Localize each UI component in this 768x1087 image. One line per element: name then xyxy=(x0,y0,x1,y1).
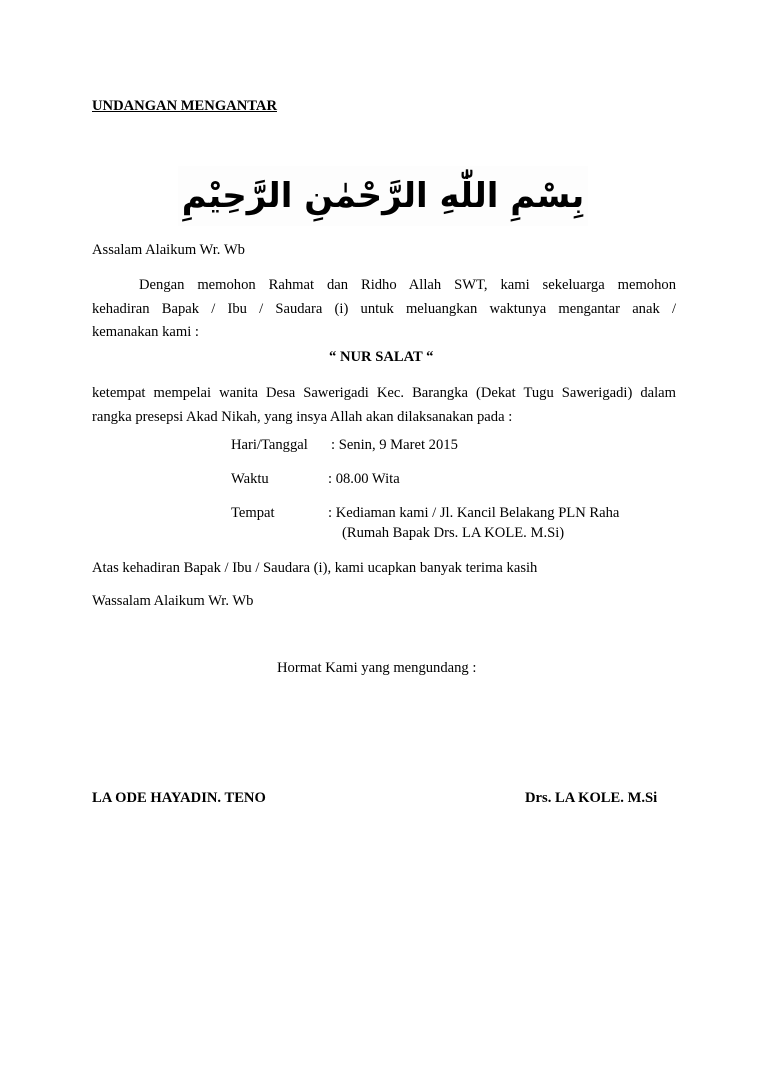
signoff: Hormat Kami yang mengundang : xyxy=(277,660,477,676)
date-label: Hari/Tanggal xyxy=(231,437,308,453)
place-value-detail: (Rumah Bapak Drs. LA KOLE. M.Si) xyxy=(342,525,565,541)
paragraph1-line1: Dengan memohon Rahmat dan Ridho Allah SWT, kami sekeluarga memohon xyxy=(139,277,676,293)
paragraph1-line2: kehadiran Bapak / Ibu / Saudara (i) untuk meluangkan waktunya mengantar anak / xyxy=(92,301,676,317)
paragraph2-line1: ketempat mempelai wanita Desa Sawerigadi Kec. Barangka (Dekat Tugu Sawerigadi) dalam xyxy=(92,385,676,401)
time-value: : 08.00 Wita xyxy=(328,471,400,487)
signatory-right: Drs. LA KOLE. M.Si xyxy=(525,790,658,806)
document-title: UNDANGAN MENGANTAR xyxy=(92,98,277,114)
date-value: : Senin, 9 Maret 2015 xyxy=(331,437,458,453)
signatory-left: LA ODE HAYADIN. TENO xyxy=(92,790,266,806)
paragraph2-line2: rangka presepsi Akad Nikah, yang insya Allah akan dilaksanakan pada : xyxy=(92,409,513,425)
place-label: Tempat xyxy=(231,505,275,521)
groom-name: “ NUR SALAT “ xyxy=(329,349,434,365)
closing-greeting: Wassalam Alaikum Wr. Wb xyxy=(92,593,254,609)
time-label: Waktu xyxy=(231,471,269,487)
place-value: : Kediaman kami / Jl. Kancil Belakang PLN Raha xyxy=(328,505,620,521)
basmala-calligraphy-image: بِسْمِ اللّٰهِ الرَّحْمٰنِ الرَّحِيْمِ xyxy=(178,166,588,226)
thanks-text: Atas kehadiran Bapak / Ibu / Saudara (i), kami ucapkan banyak terima kasih xyxy=(92,560,538,576)
paragraph1-line3: kemanakan kami : xyxy=(92,324,199,340)
greeting: Assalam Alaikum Wr. Wb xyxy=(92,242,245,258)
